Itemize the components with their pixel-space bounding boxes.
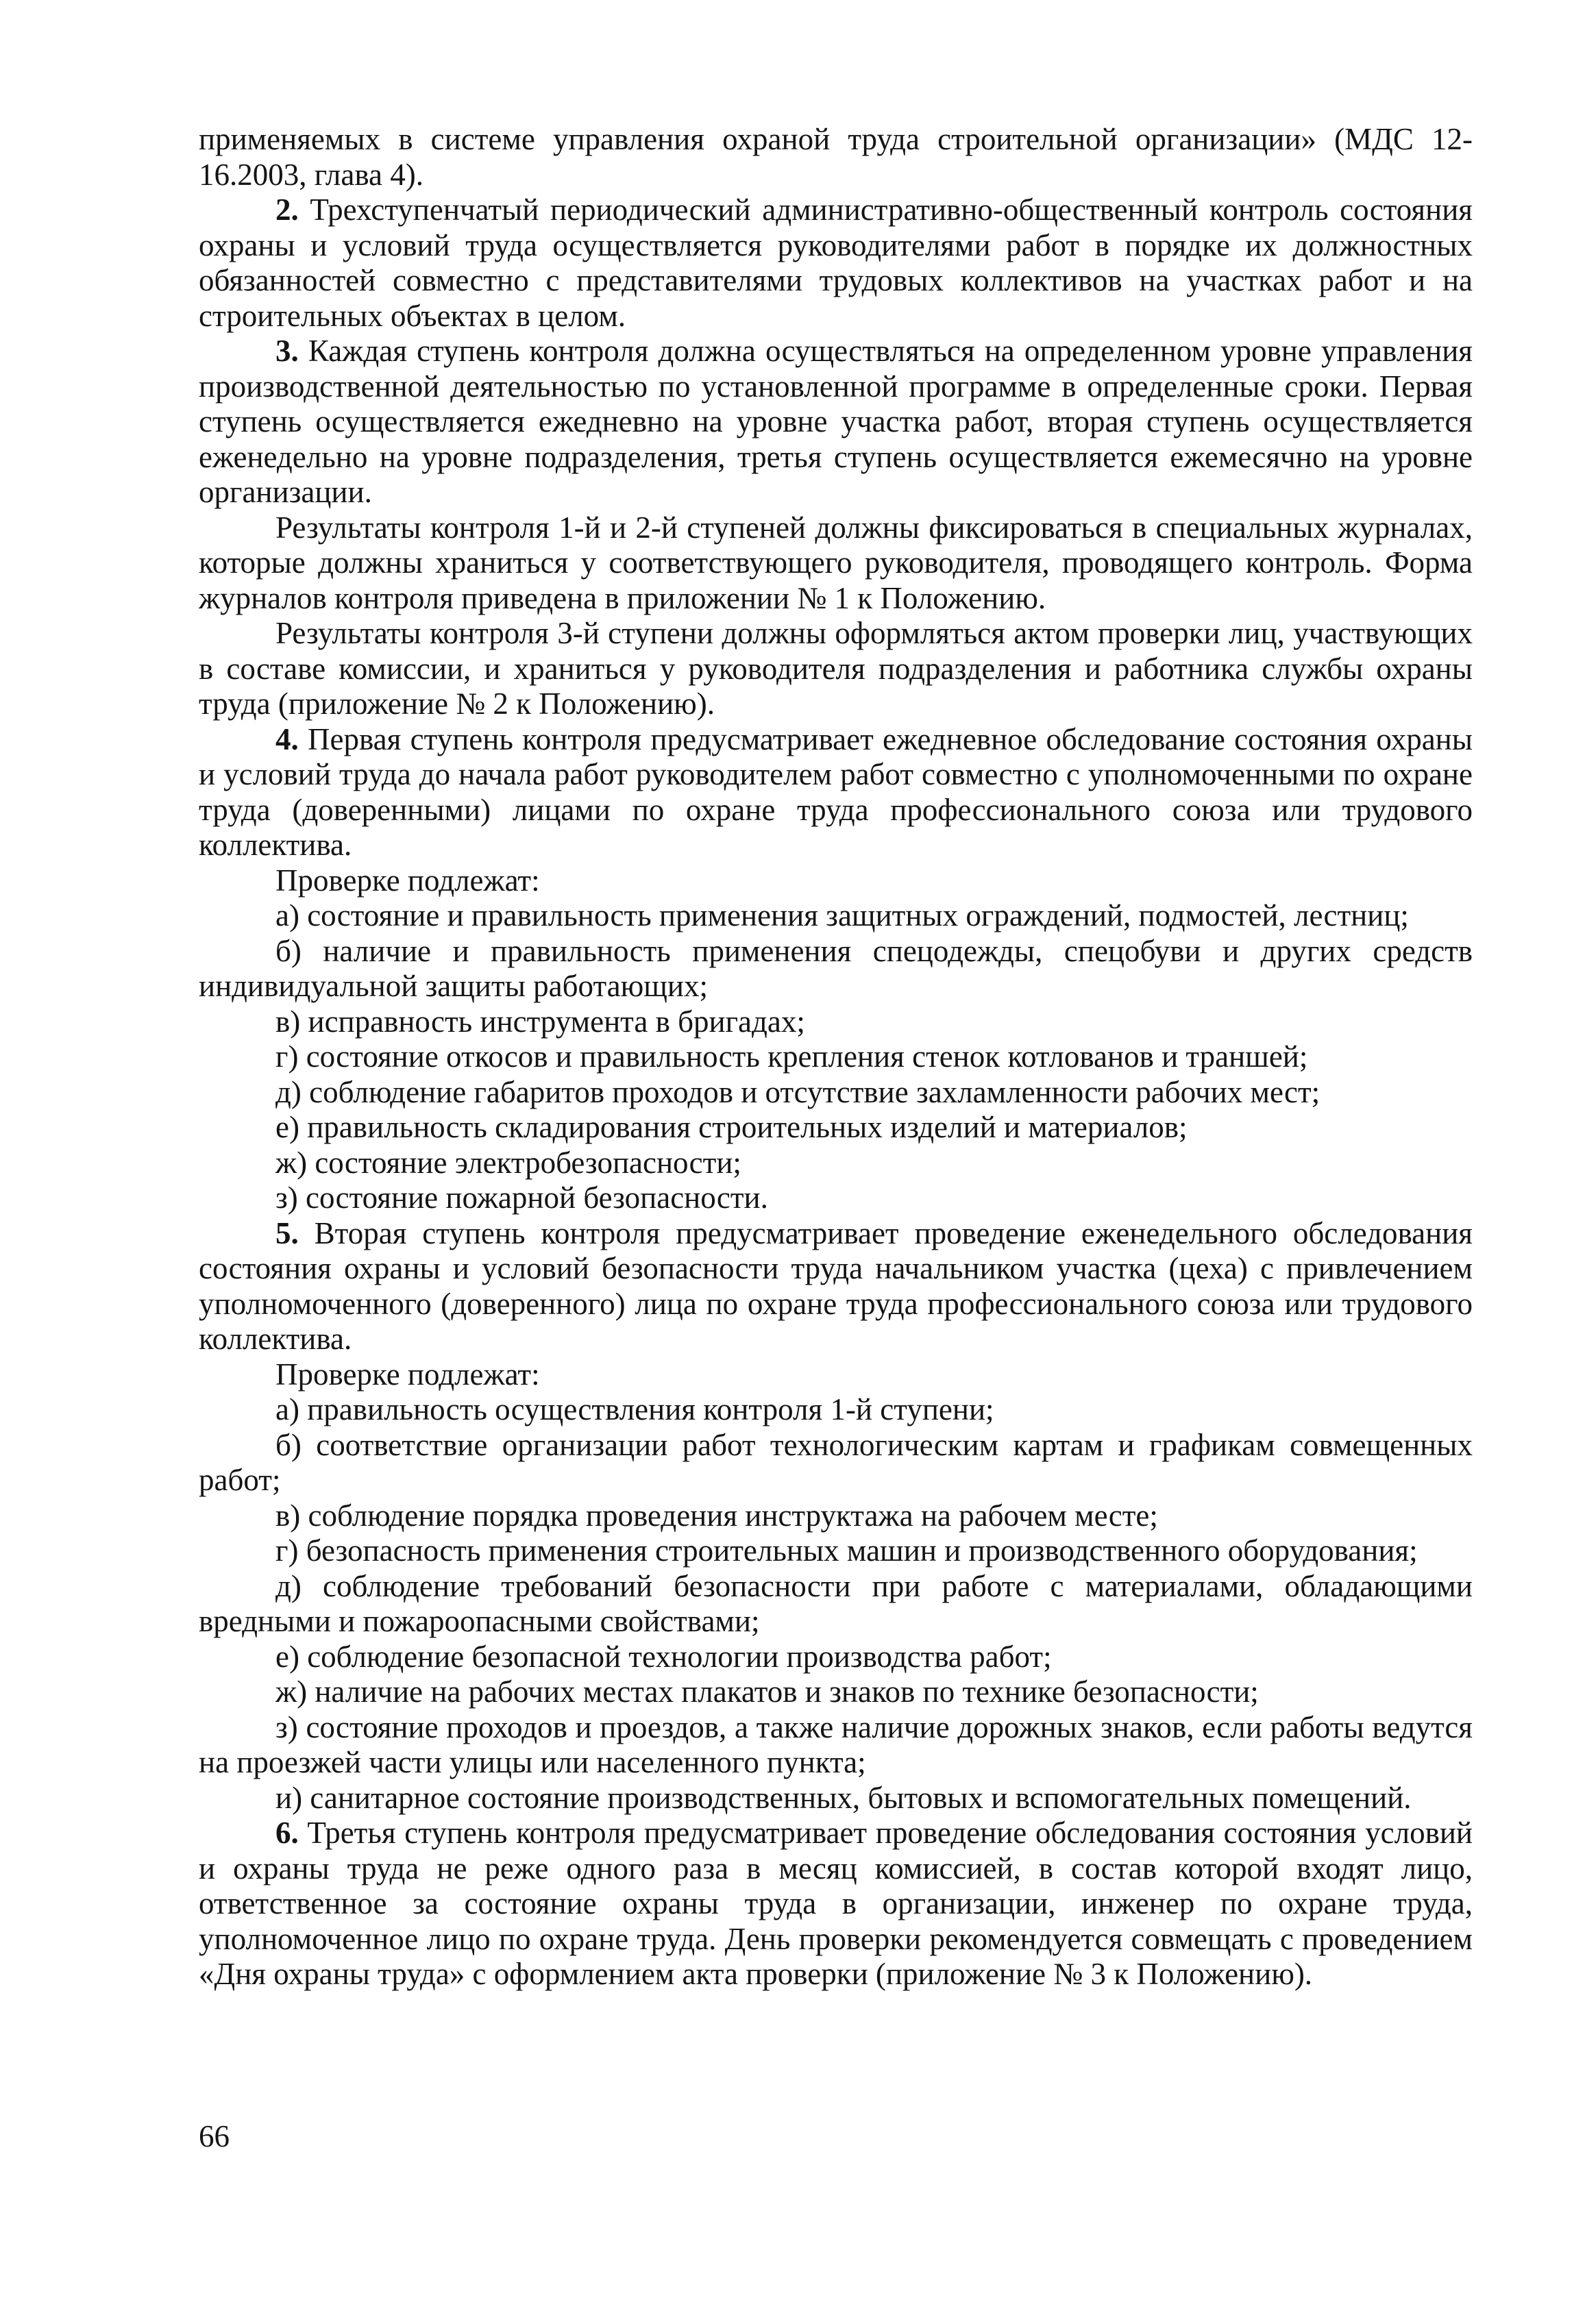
body-text <box>199 122 1473 1992</box>
checklist-lead: Проверке подлежат: <box>275 1357 540 1392</box>
list-item: е) соблюдение безопасной технологии производства работ; <box>275 1639 1052 1674</box>
checklist-lead: Проверке подлежат: <box>275 863 540 898</box>
clause-number: 6. <box>275 1816 299 1850</box>
list-item: а) состояние и правильность применения защитных ограждений, подмостей, лестниц; <box>275 898 1409 932</box>
list-item: в) соблюдение порядка проведения инструктажа на рабочем месте; <box>275 1498 1158 1533</box>
list-item: ж) наличие на рабочих местах плакатов и знаков по технике безопасности; <box>275 1674 1259 1709</box>
paragraph-3 <box>199 334 1473 510</box>
list-item: г) безопасность применения строительных машин и производственного оборудования; <box>275 1533 1418 1568</box>
list-item: а) правильность осуществления контроля 1-й ступени; <box>275 1392 994 1426</box>
paragraph-5 <box>199 1216 1473 1357</box>
clause-number: 5. <box>275 1215 299 1250</box>
list-item: д) соблюдение требований безопасности при работе с материалами, обладающими вредными и пожароопасными свойствами; <box>199 1568 1473 1638</box>
clause-text: Первая ступень контроля предусматривает ежедневное обследование состояния охраны и условий труда до начала работ руководителем работ совместно с уполномоченными по охране труда (доверенными) лицами по охране труда профессионального союза или трудового коллектива. <box>199 721 1473 862</box>
clause-text: Вторая ступень контроля предусматривает проведение еженедельного обследования состояния охраны и условий безопасности труда начальником участка (цеха) с привлечением уполномоченного (доверенного) лица по охране труда профессионального союза или трудового коллектива. <box>199 1215 1473 1356</box>
paragraph-continuation: применяемых в системе управления охраной труда строительной организации» (МДС 12-16.2003, глава 4). <box>199 122 1473 192</box>
list-item: и) санитарное состояние производственных, бытовых и вспомогательных помещений. <box>275 1780 1412 1815</box>
list-item: з) состояние пожарной безопасности. <box>275 1180 768 1215</box>
list-item: г) состояние откосов и правильность крепления стенок котлованов и траншей; <box>275 1039 1308 1074</box>
list-item: е) правильность складирования строительных изделий и материалов; <box>275 1110 1188 1144</box>
list-item: в) исправность инструмента в бригадах; <box>275 1004 805 1039</box>
clause-number: 2. <box>275 193 299 227</box>
clause-number: 4. <box>275 721 299 756</box>
clause-text: Каждая ступень контроля должна осуществляться на определенном уровне управления производственной деятельностью по установленной программе в определенные сроки. Первая ступень осуществляется ежедневно на уровне участка работ, вторая ступень осуществляется еженедельно на уровне подразделения, третья ступень осуществляется ежемесячно на уровне организации. <box>199 334 1473 509</box>
page-number: 66 <box>199 2119 230 2153</box>
list-item: з) состояние проходов и проездов, а также наличие дорожных знаков, если работы ведутся на проезжей части улицы или населенного пункта; <box>199 1709 1473 1779</box>
list-item: ж) состояние электробезопасности; <box>275 1145 741 1180</box>
clause-text: Третья ступень контроля предусматривает проведение обследования состояния условий и охраны труда не реже одного раза в месяц комиссией, в состав которой входят лицо, ответственное за состояние охраны труда в организации, инженер по охране труда, уполномоченное лицо по охране труда. День проверки рекомендуется совмещать с проведением «Дня охраны труда» с оформлением акта проверки (приложение № 3 к Положению). <box>199 1816 1473 1991</box>
paragraph-2 <box>199 193 1473 334</box>
list-item: б) наличие и правильность применения спецодежды, спецобуви и других средств индивидуальной защиты работающих; <box>199 933 1473 1003</box>
paragraph-3-results-1-2: Результаты контроля 1-й и 2-й ступеней должны фиксироваться в специальных журналах, которые должны храниться у соответствующего руководителя, проводящего контроль. Форма журналов контроля приведена в приложении № 1 к Положению. <box>199 510 1473 615</box>
paragraph-3-results-3: Результаты контроля 3-й ступени должны оформляться актом проверки лиц, участвующих в составе комиссии, и храниться у руководителя подразделения и работника службы охраны труда (приложение № 2 к Положению). <box>199 616 1473 721</box>
clause-number: 3. <box>275 334 299 368</box>
list-item: д) соблюдение габаритов проходов и отсутствие захламленности рабочих мест; <box>275 1074 1320 1109</box>
list-item: б) соответствие организации работ технологическим картам и графикам совмещенных работ; <box>199 1427 1473 1497</box>
paragraph-6 <box>199 1816 1473 1992</box>
paragraph-4 <box>199 722 1473 863</box>
clause-text: Трехступенчатый периодический административно-общественный контроль состояния охраны и условий труда осуществляется руководителями работ в порядке их должностных обязанностей совместно с представителями трудовых коллективов на участках работ и на строительных объектах в целом. <box>199 193 1473 333</box>
